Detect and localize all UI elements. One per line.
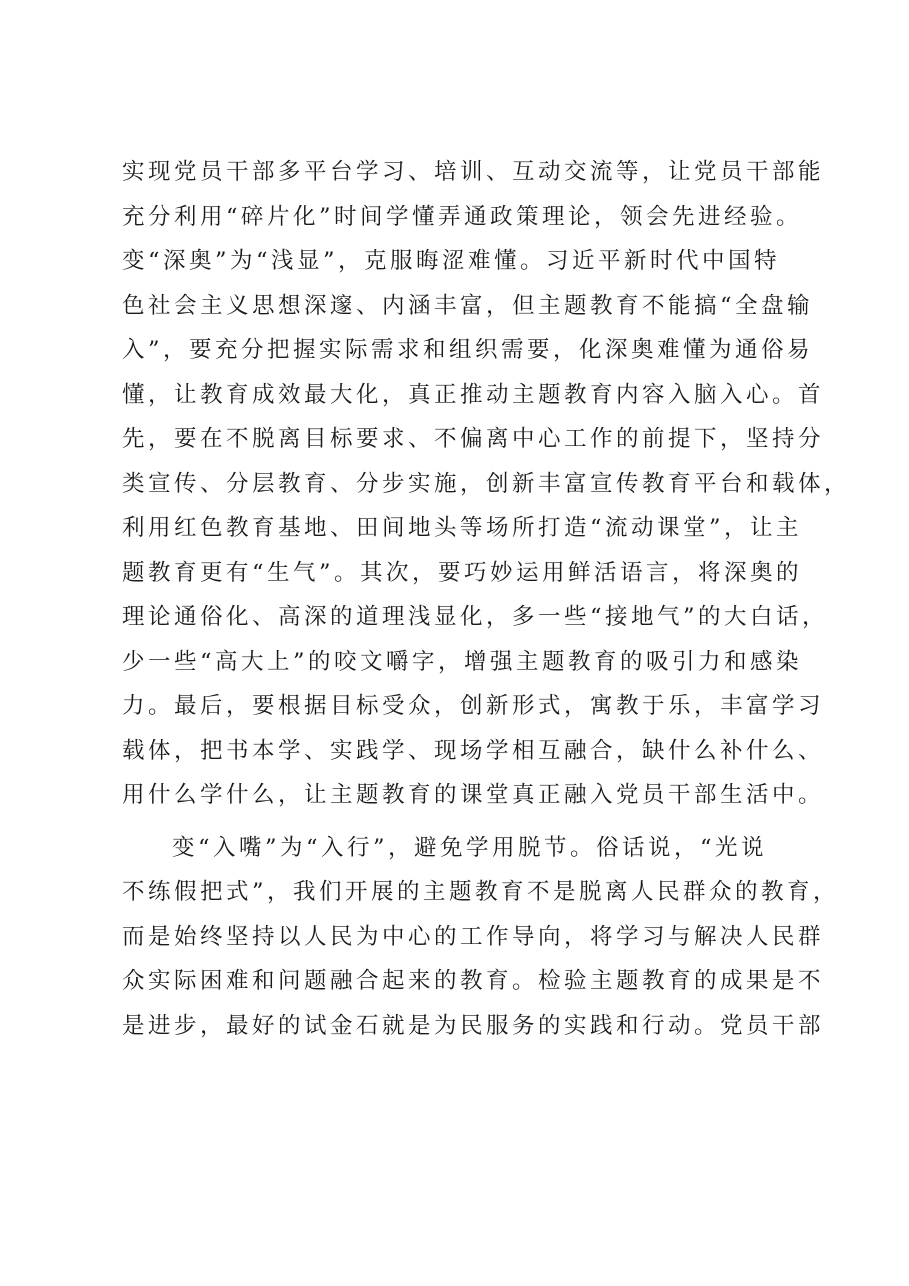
text-line: 类宣传、分层教育、分步实施，创新丰富宣传教育平台和载体， [122,470,851,497]
text-line: 充分利用“碎片化”时间学懂弄通政策理论，领会先进经验。 [122,203,803,230]
text-line: 变“入嘴”为“入行”，避免学用脱节。俗话说，“光说 [172,834,768,861]
text-line: 先，要在不脱离目标要求、不偏离中心工作的前提下，坚持分 [122,426,825,452]
text-line: 色社会主义思想深邃、内涵丰富，但主题教育不能搞“全盘输 [122,292,814,319]
text-line: 载体，把书本学、实践学、现场学相互融合，缺什么补什么、 [122,737,825,764]
paragraph-2 [122,239,851,818]
text-line: 众实际困难和问题融合起来的教育。检验主题教育的成果是不 [122,968,825,994]
text-line: 用什么学什么，让主题教育的课堂真正融入党员干部生活中。 [122,782,825,808]
paragraph-gap [122,818,802,826]
text-line: 题教育更有“生气”。其次，要巧妙运用鲜活语言，将深奥的 [122,559,803,586]
text-line: 实现党员干部多平台学习、培训、互动交流等，让党员干部能 [122,159,825,185]
text-line: 而是始终坚持以人民为中心的工作导向，将学习与解决人民群 [122,923,825,950]
text-line: 少一些“高大上”的咬文嚼字，增强主题教育的吸引力和感染 [122,648,803,675]
text-line: 懂，让教育成效最大化，真正推动主题教育内容入脑入心。首 [122,381,825,408]
text-line: 不练假把式”，我们开展的主题教育不是脱离人民群众的教育， [122,879,840,905]
text-line: 入”，要充分把握实际需求和组织需要，化深奥难懂为通俗易 [122,337,814,363]
text-line: 是进步，最好的试金石就是为民服务的实践和行动。党员干部 [122,1012,825,1039]
text-line: 力。最后，要根据目标受众，创新形式，寓教于乐，丰富学习 [122,693,825,719]
text-line: 利用红色教育基地、田间地头等场所打造“流动课堂”，让主 [122,515,803,541]
text-line: 变“深奥”为“浅显”，克服晦涩难懂。习近平新时代中国特 [122,248,781,274]
body-text [122,150,851,1048]
text-line: 理论通俗化、高深的道理浅显化，多一些“接地气”的大白话， [122,604,829,630]
paragraph-1 [122,150,825,239]
paragraph-3 [122,826,840,1049]
